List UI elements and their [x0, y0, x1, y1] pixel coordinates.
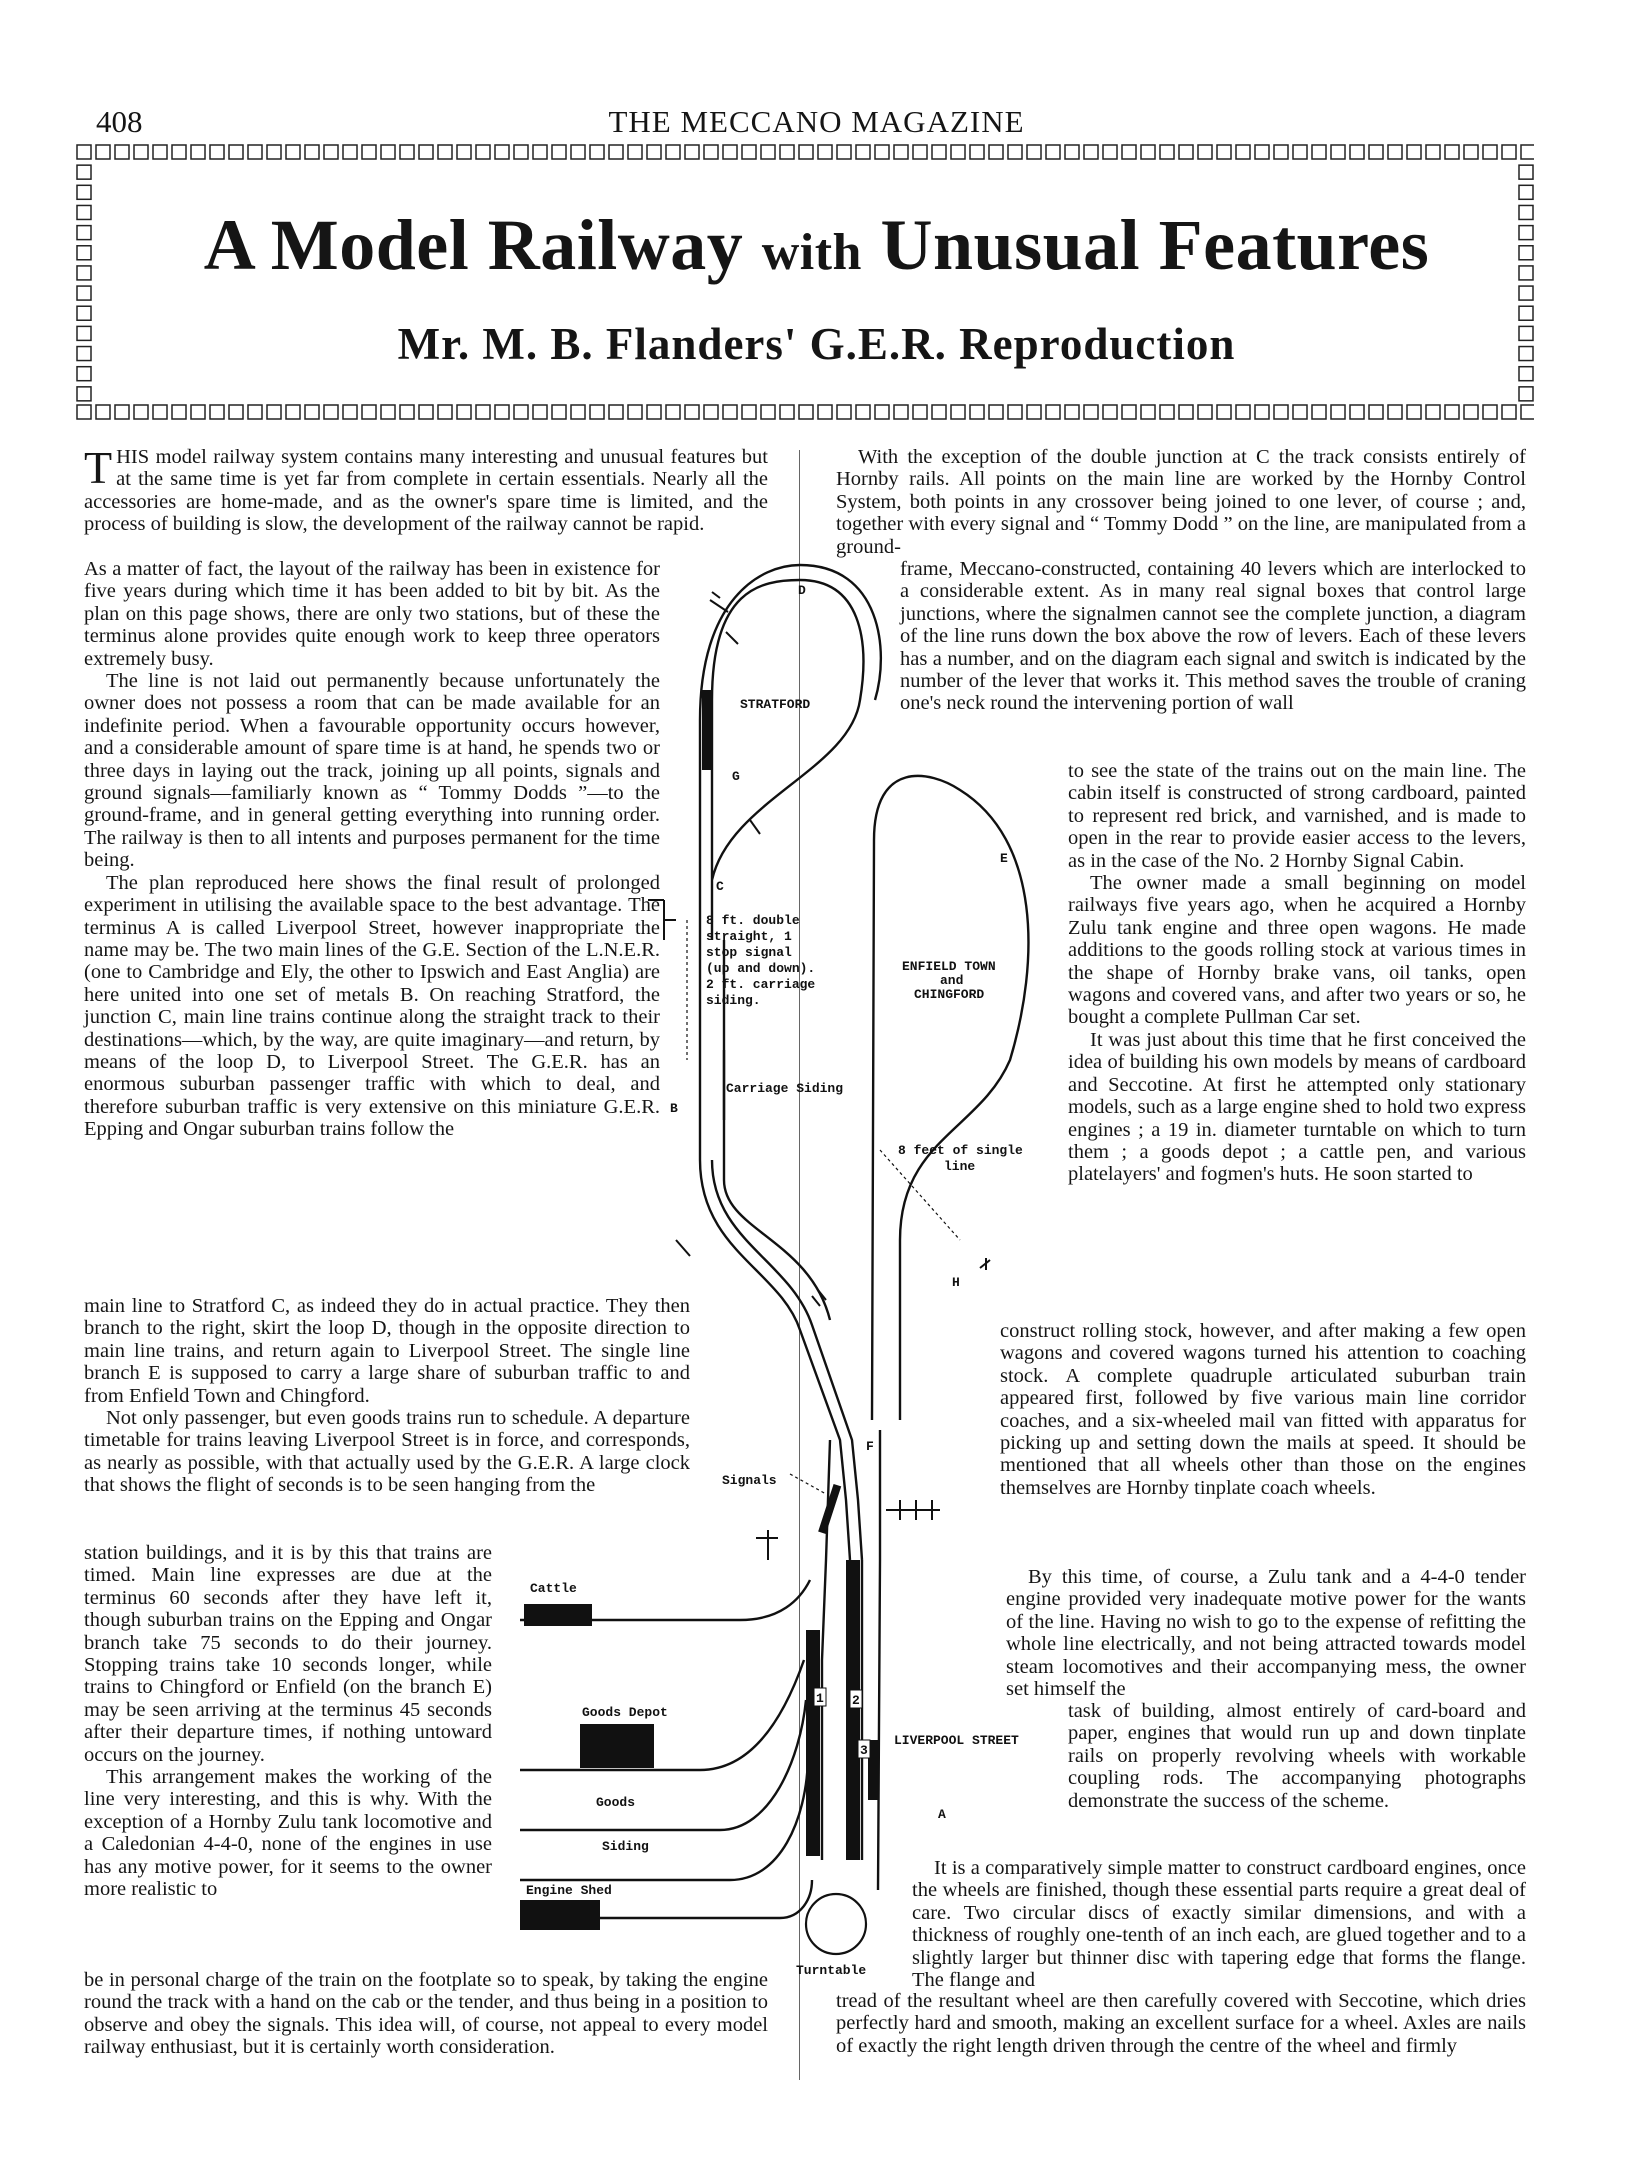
paragraph: The line is not laid out permanently because unfortunately the owner does not possess a room that can be made available for an indefinite period. When a favourable opportunity occurs however, and a considerable amount of spare time is at hand, he spends two or three days in laying out the track, joining up all points, signals and ground signals—familiarly known as “ Tommy Dodds ”—to the ground-frame, and in general getting everything into running order. The railway is then to all intents and purposes permanent for the time being. [84, 670, 660, 872]
running-head: THE MECCANO MAGAZINE [608, 104, 1025, 139]
paragraph: THIS model railway system contains many interesting and unusual features but at the same time is yet far from complete in certain essentials. Nearly all the accessories are home-made, and as the owner's spare time is limited, and the process of building is slow, the development of the railway cannot be rapid. [84, 442, 768, 536]
paragraph: be in personal charge of the train on the footplate so to speak, by taking the engine round the track with a hand on the cab or the tender, and thus being in a position to observe and obey the signals. This idea will, of course, not appeal to every model railway enthusiast, but it is certainly worth consideration. [84, 1969, 768, 2059]
signal-icon [886, 1500, 940, 1520]
article-subtitle: Mr. M. B. Flanders' G.E.R. Reproduction [397, 319, 1236, 369]
paragraph: It is a comparatively simple matter to construct cardboard engines, once the wheels are finished, though these essential parts require a great deal of care. Two circular discs of exactly similar dimensions, and with a thickness of roughly one-tenth of an inch each, are glued together and to a slightly larger but thinner disc with tapering edge that forms the flange. The flange and [912, 1857, 1526, 1992]
engine-shed-road [600, 1880, 812, 1918]
paragraph: With the exception of the double junction at C the track consists entirely of Hornby rails. All points on the main line are worked by the Hornby Control System, both points in any crossover being joined to one lever, of course ; and, together with every signal and “ Tommy Dodd ” on the line, are manipulated from a ground- [836, 446, 1526, 558]
note-line: stop signal [706, 945, 792, 960]
stratford-platform [702, 690, 711, 770]
label-d: D [798, 583, 806, 598]
paragraph: Not only passenger, but even goods trains run to schedule. A departure timetable for trains leaving Liverpool Street is in force, and corresponds, as nearly as possible, with that actually used by the G.E.R. A large clock that shows the flight of seconds is to be seen hanging from the [84, 1407, 690, 1497]
label-signals: Signals [722, 1473, 777, 1488]
paragraph: main line to Stratford C, as indeed they do in actual practice. They then branch to the right, skirt the loop D, though in the opposite direction to main line trains, and return again to Liverpool Street. The single line branch E is supposed to carry a large share of suburban traffic to and from Enfield Town and Chingford. [84, 1295, 690, 1407]
paragraph: construct rolling stock, however, and after making a few open wagons and covered wagons turned his attention to coaching stock. A complete quadruple articulated suburban train appeared first, followed by five various main line corridor coaches, and a six-wheeled mail van fitted with apparatus for picking up and setting down the mails at speed. It should be mentioned that all wheels other than those on the engines themselves are Hornby tinplate coach wheels. [1000, 1320, 1526, 1499]
page-number: 408 [96, 104, 143, 139]
label-chingford: CHINGFORD [914, 987, 985, 1002]
signal-icon [676, 1240, 690, 1256]
label-single-line-2: line [944, 1159, 976, 1174]
note-line: 8 ft. double [706, 913, 800, 928]
label-h: H [952, 1275, 960, 1290]
label-e: E [1000, 851, 1008, 866]
title-part1: A Model Railway [203, 205, 762, 285]
paragraph: to see the state of the trains out on the main line. The cabin itself is constructed of strong cardboard, painted to represent red brick, and varnished, and is made to open in the rear to provide easier access to the levers, as in the case of the No. 2 Hornby Signal Cabin. [1068, 760, 1526, 872]
label-liverpool-street: LIVERPOOL STREET [894, 1733, 1019, 1748]
cattle-pen [524, 1604, 592, 1626]
loop-d-track [712, 580, 863, 940]
label-carriage-siding: Carriage Siding [726, 1081, 844, 1096]
goods-depot [580, 1724, 654, 1768]
signal-icon [710, 592, 728, 612]
turntable [806, 1894, 866, 1954]
paragraph: frame, Meccano-constructed, containing 40 levers which are interlocked to a considerable extent. As in many real signal boxes that control large junctions, where the signalmen cannot see the complete junction, a diagram of the line runs down the box above the row of levers. Each of these levers has a number, and on the diagram each signal and switch is indicated by the number of the lever that works it. This method saves the trouble of craning one's neck round the intervening portion of wall [900, 558, 1526, 715]
note-line: siding. [706, 993, 761, 1008]
drop-cap: T [84, 442, 113, 493]
platform-number: 3 [860, 1743, 868, 1758]
paragraph: station buildings, and it is by this that trains are timed. Main line expresses are due at the terminus 60 seconds after they have left it, though suburban trains on the Epping and Ongar branch take 75 seconds to do their journey. Stopping trains take 10 seconds longer, while trains to Chingford or Enfield (on the branch E) may be seen arriving at the terminus 45 seconds after their departure times, if nothing untoward occurs on the journey. [84, 1542, 492, 1766]
loop-d-inner [700, 565, 881, 1160]
label-a: A [938, 1807, 946, 1822]
note-line: (up and down). [706, 961, 816, 976]
branch-e-track [872, 776, 1028, 1420]
title-with: with [761, 224, 862, 281]
label-goods: Goods [596, 1795, 636, 1810]
label-b: B [670, 1101, 678, 1116]
signal-icon [980, 1258, 990, 1270]
label-g: G [732, 769, 740, 784]
label-enfield-and: and [940, 973, 964, 988]
label-enfield-town: ENFIELD TOWN [902, 959, 996, 974]
platform-2-block [846, 1560, 860, 1860]
engine-shed [520, 1900, 600, 1930]
paragraph: tread of the resultant wheel are then carefully covered with Seccotine, which dries perfectly hard and smooth, making an excellent surface for a wheel. Axles are nails of exactly the right length driven through the centre of the wheel and firmly [836, 1990, 1526, 2057]
platform-1-block [806, 1630, 820, 1856]
platform-number: 1 [816, 1691, 824, 1706]
paragraph: As a matter of fact, the layout of the railway has been in existence for five years during which time it has been added to bit by bit. As the plan on this page shows, there are only two stations, but of these the terminus alone provides quite enough work to keep three operators extremely busy. [84, 558, 660, 670]
goods-siding-4 [520, 1760, 808, 1880]
label-c: C [716, 879, 724, 894]
label-siding: Siding [602, 1839, 649, 1854]
label-engine-shed: Engine Shed [526, 1883, 612, 1898]
label-turntable: Turntable [796, 1963, 867, 1978]
leader-line [790, 1474, 826, 1494]
paragraph: By this time, of course, a Zulu tank and a 4-4-0 tender engine provided very inadequate motive power for the wants of the line. Having no wish to go to the expense of refitting the whole line electrically, and not being attracted towards model steam locomotives and their accompanying mess, the owner set himself the [1006, 1566, 1526, 1701]
platform-number: 2 [852, 1693, 860, 1708]
label-goods-depot: Goods Depot [582, 1705, 668, 1720]
label-f: F [866, 1439, 874, 1454]
title-part2: Unusual Features [861, 205, 1430, 285]
signal-icon [726, 632, 738, 644]
signal-icon [750, 820, 760, 834]
terminus-track-3 [878, 1430, 880, 1890]
label-single-line: 8 feet of single [898, 1143, 1023, 1158]
paragraph: The owner made a small beginning on model railways five years ago, when he acquired a Hornby Zulu tank engine and three open wagons. He made additions to the goods rolling stock at various times in the shape of Hornby brake vans, oil tanks, open wagons and covered vans, and after two years or so, he bought a complete Pullman Car set. [1068, 872, 1526, 1029]
note-line: 2 ft. carriage [706, 977, 816, 992]
paragraph: task of building, almost entirely of card-board and paper, engines that would run up and down tinplate rails on properly revolving wheels with workable coupling rods. The accompanying photographs demonstrate the success of the scheme. [1068, 1700, 1526, 1812]
paragraph: The plan reproduced here shows the final result of prolonged experiment in utilising the available space to the best advantage. The terminus A is called Liverpool Street, however inappropriate the name may be. The two main lines of the G.E. Section of the L.N.E.R. (one to Cambridge and Ely, the other to Ipswich and East Anglia) are here united into one set of metals B. On reaching Stratford, the junction C, main line trains continue along the straight track to their destinations—which, by the way, are quite imaginary—and return, by means of the loop D, to Liverpool Street. The G.E.R. has an enormous suburban passenger traffic with which to deal, and therefore suburban traffic is very extensive on this miniature G.E.R. Epping and Ongar suburban trains follow the [84, 871, 660, 1141]
signal-icon [648, 900, 676, 940]
signal-icon [756, 1530, 778, 1560]
paragraph: It was just about this time that he first conceived the idea of building his own models by means of cardboard and Seccotine. At first he attempted only stationary models, such as a large engine shed to hold two express engines ; a 19 in. diameter turntable on which to turn them ; a goods depot ; a cattle pen, and various platelayers' and fogmen's huts. He soon started to [1068, 1028, 1526, 1186]
paragraph: This arrangement makes the working of the line very interesting, and this is why. With the exception of a Hornby Zulu tank locomotive and a Caledonian 4-4-0, none of the engines in use has any motive power, for it seems to the owner more realistic to [84, 1766, 492, 1901]
label-stratford: STRATFORD [740, 697, 811, 712]
main-line-down [712, 1160, 862, 1560]
note-line: straight, 1 [706, 929, 792, 944]
label-cattle: Cattle [530, 1581, 577, 1596]
